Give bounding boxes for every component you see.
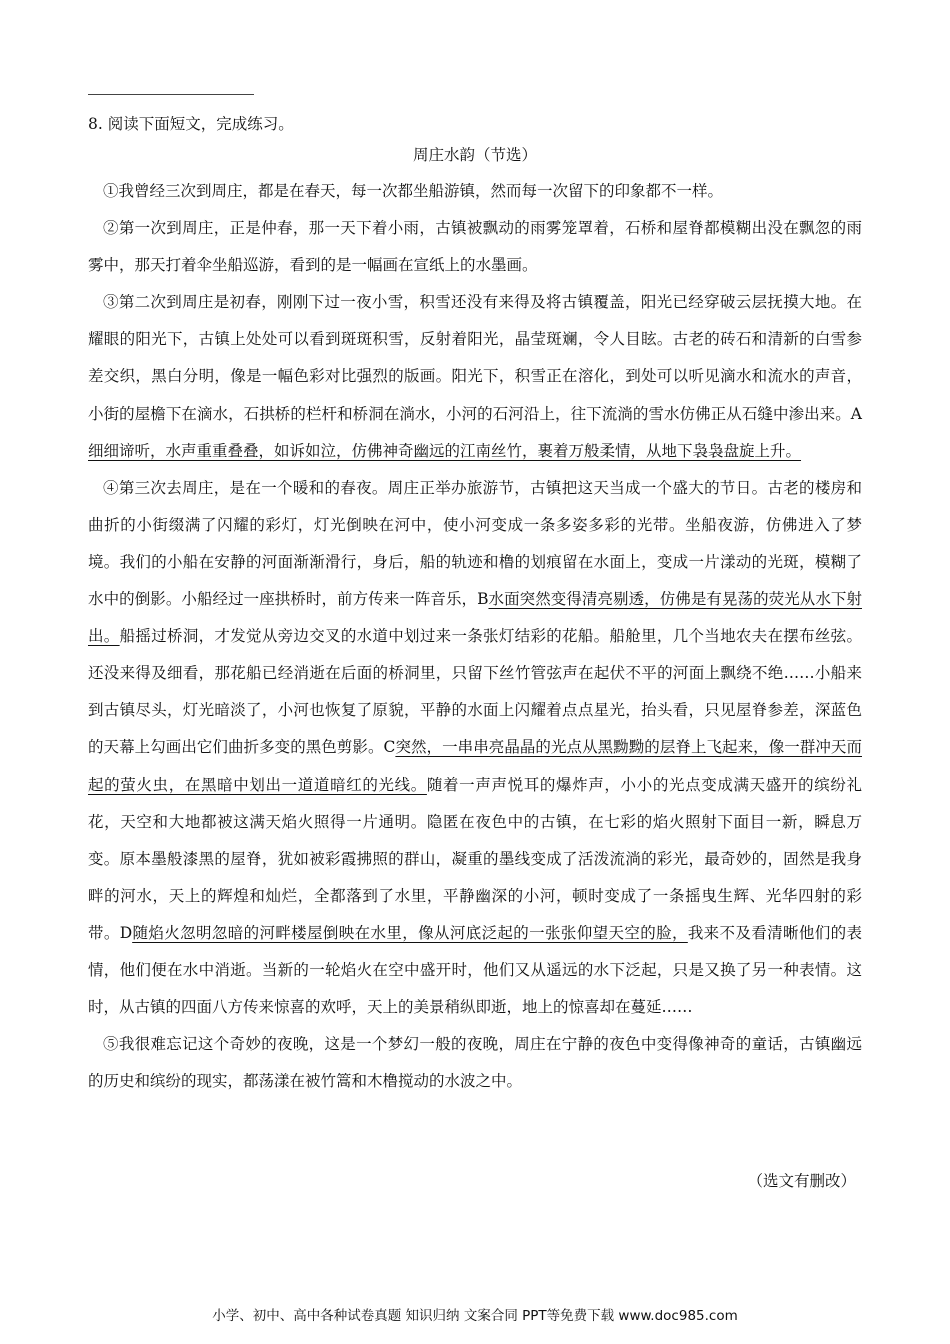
marker-b: B <box>477 590 489 609</box>
marker-c: C <box>383 738 396 757</box>
paragraph-4-text-2: 船摇过桥洞，才发觉从旁边交叉的水道中划过来一条张灯结彩的花船。船舱里，几个当地农夫在摆布丝弦。还没来得及细看，那花船已经消逝在后面的桥洞里，只留下丝竹管弦声在起伏不平的河面上飘绕不绝……小船来到古镇尽头，灯光暗淡了，小河也恢复了原貌，平静的水面上闪耀着点点星光，抬头看，只见屋脊参差，深蓝色的天幕上勾画出它们曲折多变的黑色剪影。 <box>88 627 862 757</box>
underlined-sentence-d: 随焰火忽明忽暗的河畔楼屋倒映在水里，像从河底泛起的一张张仰望天空的脸， <box>132 923 688 942</box>
page-footer: 小学、初中、高中各种试卷真题 知识归纳 文案合同 PPT等免费下载 www.doc985.com <box>212 1308 738 1324</box>
source-credit: （选文有删改） <box>747 1172 856 1190</box>
paragraph-3 <box>88 284 862 469</box>
paragraph-4-text-1: ④第三次去周庄，是在一个暖和的春夜。周庄正举办旅游节，古镇把这天当成一个盛大的节日。古老的楼房和曲折的小街缀满了闪耀的彩灯，灯光倒映在河中，使小河变成一条多姿多彩的光带。坐船夜游，仿佛进入了梦境。我们的小船在安静的河面渐渐滑行，身后，船的轨迹和橹的划痕留在水面上，变成一片漾动的光斑，模糊了水中的倒影。小船经过一座拱桥时，前方传来一阵音乐， <box>88 478 862 609</box>
paragraph-5: ⑤我很难忘记这个奇妙的夜晚，这是一个梦幻一般的夜晚，周庄在宁静的夜色中变得像神奇的童话，古镇幽远的历史和缤纷的现实，都荡漾在被竹篙和木橹搅动的水波之中。 <box>88 1035 862 1091</box>
paragraph-1: ①我曾经三次到周庄，都是在春天，每一次都坐船游镇，然而每一次留下的印象都不一样。 <box>103 182 724 200</box>
marker-d: D <box>119 923 133 942</box>
underlined-sentence-c: 突然，一串串亮晶晶的光点从黑黝黝的层脊上飞起来，像一群冲天而起的萤火虫，在黑暗中划出一道道暗红的光线。 <box>88 738 862 794</box>
paragraph-2: ②第一次到周庄，正是仲春，那一天下着小雨，古镇被飘动的雨雾笼罩着，石桥和屋脊都模糊出没在飘忽的雨雾中，那天打着伞坐船巡游，看到的是一幅画在宣纸上的水墨画。 <box>88 219 862 275</box>
underlined-sentence-a: 细细谛听，水声重重叠叠，如诉如泣，仿佛神奇幽远的江南丝竹，裹着万般柔情，从地下袅袅盘旋上升。 <box>88 441 802 460</box>
question-label: 8. 阅读下面短文，完成练习。 <box>88 115 294 133</box>
top-divider-line <box>88 94 254 95</box>
marker-a: A <box>850 404 862 423</box>
paragraph-3-text: ③第二次到周庄是初春，刚刚下过一夜小雪，积雪还没有来得及将古镇覆盖，阳光已经穿破云层抚摸大地。在耀眼的阳光下，古镇上处处可以看到斑斑积雪，反射着阳光，晶莹斑斓，令人目眩。古老的砖石和清新的白雪参差交织，黑白分明，像是一幅色彩对比强烈的版画。阳光下，积雪正在溶化，到处可以听见滴水和流水的声音，小街的屋檐下在滴水，石拱桥的栏杆和桥洞在淌水，小河的石河沿上，往下流淌的雪水仿佛正从石缝中渗出来。 <box>88 293 862 423</box>
article-title: 周庄水韵（节选） <box>412 146 537 164</box>
paragraph-4-text-4: 我来不及看清晰他们的表情，他们便在水中消逝。当新的一轮焰火在空中盛开时，他们又从遥远的水下泛起，只是又换了另一种表情。这时，从古镇的四面八方传来惊喜的欢呼，天上的美景稍纵即逝，地上的惊喜却在蔓延…… <box>88 923 862 1017</box>
underlined-sentence-b: 水面突然变得清亮剔透，仿佛是有晃荡的荧光从水下射出。 <box>88 590 862 646</box>
article-body <box>88 173 862 1100</box>
paragraph-4 <box>88 470 862 1026</box>
paragraph-4-text-3: 随着一声声悦耳的爆炸声，小小的光点变成满天盛开的缤纷礼花，天空和大地都被这满天焰火照得一片通明。隐匿在夜色中的古镇，在七彩的焰火照射下面目一新，瞬息万变。原本墨般漆黑的屋脊，犹如被彩霞拂照的群山，凝重的墨线变成了活泼流淌的彩光，最奇妙的，固然是我身畔的河水，天上的辉煌和灿烂，全都落到了水里，平静幽深的小河，顿时变成了一条摇曳生辉、光华四射的彩带。 <box>88 775 862 942</box>
